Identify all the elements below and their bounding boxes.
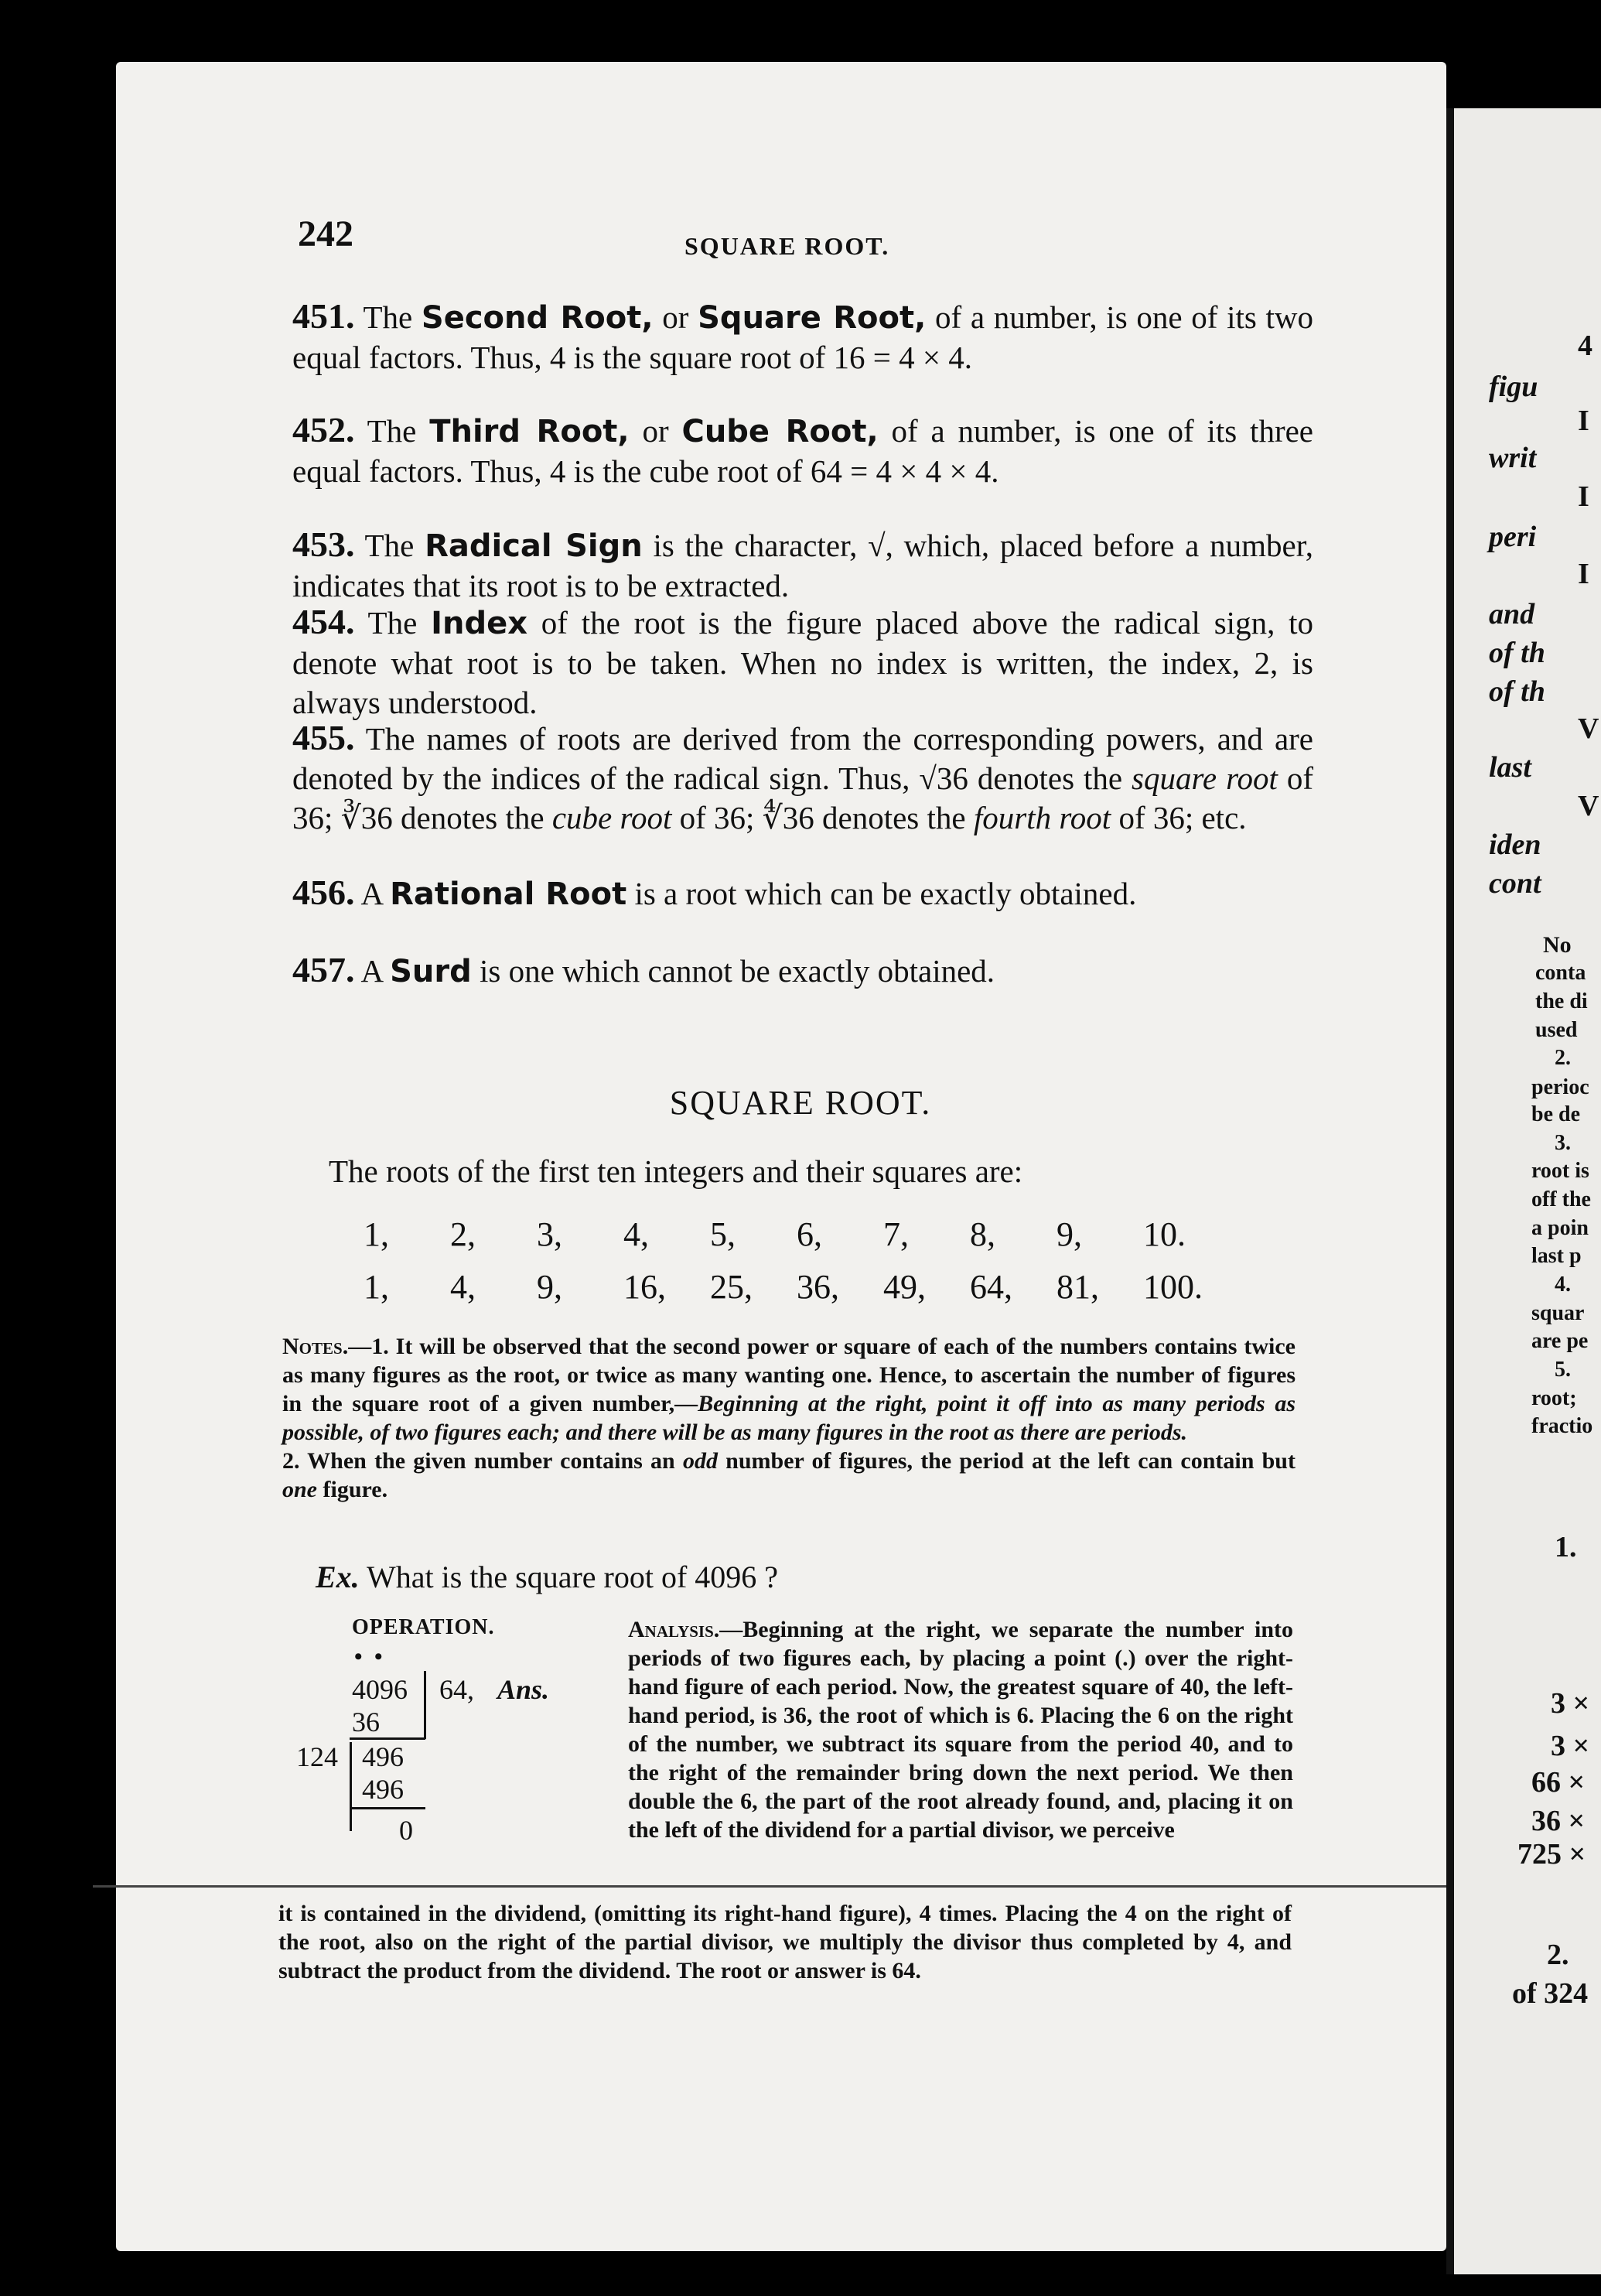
facing-fragment: 4.: [1555, 1273, 1571, 1297]
facing-fragment: the di: [1535, 989, 1588, 1013]
facing-fragment: 3 ×: [1551, 1730, 1590, 1762]
facing-fragment: I: [1578, 480, 1589, 513]
running-title: SQUARE ROOT.: [684, 232, 890, 260]
page-fold: [93, 1885, 1446, 1888]
definition-451: 451. The Second Root, or Square Root, of a number, is one of its two equal factors. Thus, 4 is the square root of 16 = 4 × 4.: [292, 296, 1313, 375]
page-number: 242: [298, 214, 353, 255]
definition-455: 455. The names of roots are derived from the corresponding powers, and are denoted by the indices of the radical sign. Thus, √36 denotes the square root of 36; ∛36 denotes the cube root of 36; ∜36 denotes the fourth root of 36; etc.: [292, 718, 1314, 835]
facing-fragment: off the: [1531, 1187, 1591, 1211]
facing-fragment: iden: [1489, 829, 1541, 861]
analysis-block: Analysis.—Beginning at the right, we separate the number into periods of two figures each, by placing a point (.) over the right-hand figure of each period. Now, the greatest square of 40, the left-hand period, is 36, the root of which is 6. Placing the 6 on the right of the number, we subtract its square from the period 40, and to the right of the remainder bring down the next period. We then double the 6, the part of the root already found, and, placing it on the left of the dividend for a partial divisor, we perceive: [628, 1617, 1293, 1843]
facing-fragment: 3 ×: [1551, 1687, 1590, 1720]
facing-fragment: 3.: [1555, 1131, 1571, 1155]
remainder: 496: [362, 1741, 404, 1772]
analysis-continued: it is contained in the dividend, (omitting its right-hand figure), 4 times. Placing the 4 on the right of the root, also on the right of the partial divisor, we multiply the divisor thus completed by 4, and subtract the product from the dividend. The root or answer is 64.: [278, 1901, 1292, 1983]
facing-fragment: last p: [1531, 1244, 1582, 1268]
zero-remainder: 0: [399, 1815, 413, 1846]
facing-fragment: fractio: [1531, 1414, 1593, 1438]
facing-fragment: 2.: [1555, 1046, 1571, 1070]
intro-line: The roots of the first ten integers and their squares are:: [329, 1153, 1023, 1189]
dividend: 4096: [352, 1674, 408, 1705]
rule-2: [350, 1807, 425, 1809]
facing-fragment: 4: [1578, 330, 1592, 362]
definition-454: 454. The Index of the root is the figure placed above the radical sign, to denote what root is to be taken. When no index is written, the index, 2, is always understood.: [292, 602, 1313, 720]
example-question: Ex. What is the square root of 4096 ?: [316, 1560, 779, 1594]
facing-fragment: I: [1578, 558, 1589, 590]
facing-fragment: V: [1578, 790, 1599, 822]
facing-fragment: perioc: [1531, 1075, 1589, 1099]
squares-row: 1, 4, 9, 16, 25, 36, 49, 64, 81, 100.: [364, 1268, 1203, 1306]
facing-fragment: of th: [1489, 637, 1545, 669]
roots-row: 1, 2, 3, 4, 5, 6, 7, 8, 9, 10.: [364, 1215, 1186, 1253]
facing-fragment: a poin: [1531, 1216, 1589, 1240]
facing-fragment: 5.: [1555, 1358, 1571, 1382]
facing-fragment: V: [1578, 712, 1599, 745]
answer-label: Ans.: [497, 1674, 550, 1705]
facing-fragment: of th: [1489, 675, 1545, 708]
facing-fragment: cont: [1489, 867, 1541, 900]
divisor-line: [350, 1742, 352, 1831]
section-title: SQUARE ROOT.: [669, 1084, 932, 1122]
facing-fragment: No: [1543, 932, 1572, 958]
facing-fragment: writ: [1489, 442, 1537, 474]
facing-fragment: be de: [1531, 1102, 1580, 1126]
partial-divisor: 124: [296, 1741, 338, 1772]
definition-457: 457. A Surd is one which cannot be exactly obtained.: [292, 950, 995, 989]
facing-fragment: are pe: [1531, 1329, 1589, 1353]
facing-fragment: and: [1489, 598, 1535, 630]
facing-fragment: root;: [1531, 1386, 1577, 1410]
definition-456: 456. A Rational Root is a root which can be exactly obtained.: [292, 873, 1137, 912]
facing-fragment: figu: [1489, 371, 1538, 403]
facing-fragment: I: [1578, 405, 1589, 437]
facing-fragment: root is: [1531, 1159, 1589, 1183]
divider-line: [424, 1671, 426, 1739]
operation-label: OPERATION.: [352, 1615, 495, 1639]
period-dots: • •: [354, 1644, 386, 1669]
facing-fragment: 36 ×: [1531, 1805, 1586, 1837]
facing-fragment: last: [1489, 751, 1531, 784]
facing-fragment: 1.: [1555, 1531, 1577, 1563]
facing-fragment: 725 ×: [1517, 1838, 1586, 1871]
facing-fragment: 2.: [1547, 1939, 1569, 1971]
facing-fragment: conta: [1535, 961, 1586, 985]
facing-fragment: squar: [1531, 1301, 1585, 1325]
notes-block: Notes.—1. It will be observed that the second power or square of each of the numbers contains twice as many figures as the root, or twice as many wanting one. Hence, to ascertain the number of figures in the square root of a given number,—Beginning at the right, point it off into as many periods as possible, of two figures each; and there will be as many figures in the root as there are periods. 2. When the given number contains an odd number of figures, the period at the left can contain but one figure.: [282, 1334, 1296, 1502]
rule-1: [350, 1737, 425, 1740]
first-square: 36: [352, 1707, 380, 1737]
facing-fragment: peri: [1489, 521, 1537, 553]
facing-fragment: of 324: [1512, 1977, 1589, 2010]
product: 496: [362, 1774, 404, 1805]
definition-452: 452. The Third Root, or Cube Root, of a number, is one of its three equal factors. Thus, 4 is the cube root of 64 = 4 × 4 × 4.: [292, 410, 1313, 489]
definition-453: 453. The Radical Sign is the character, √, which, placed before a number, indicates that its root is to be extracted.: [292, 524, 1313, 603]
facing-fragment: used: [1535, 1018, 1578, 1042]
root-value: 64,: [439, 1674, 474, 1705]
facing-fragment: 66 ×: [1531, 1766, 1586, 1799]
